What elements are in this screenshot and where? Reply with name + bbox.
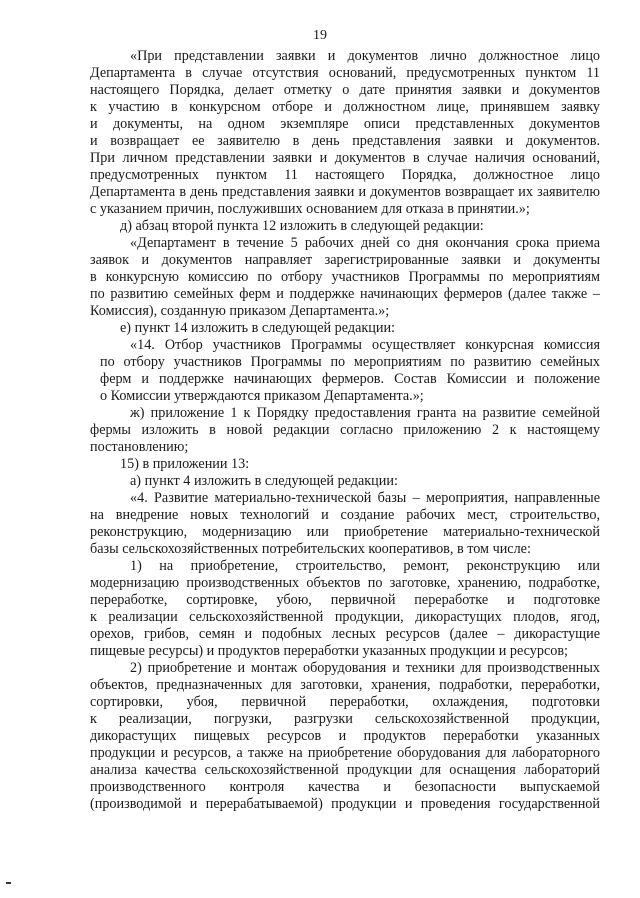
text-line: Департамента в случае отсутствия оснований, предусмотренных пунктом 11 (90, 65, 600, 81)
text-line: предусмотренных пунктом 11 настоящего Порядка, должностное лицо (90, 167, 600, 183)
text-line: к реализации сельскохозяйственной продукции, дикорастущих плодов, ягод, (90, 609, 600, 625)
text-line: орехов, грибов, семян и подобных лесных ресурсов (далее – дикорастущие (90, 626, 600, 642)
text-line: о Комиссии утверждаются приказом Департамента.»; (100, 388, 424, 404)
text-line: к участию в конкурсном отборе и должностном лице, принявшем заявку (90, 99, 600, 115)
text-line: модернизацию производственных объектов по заготовке, хранению, подработке, (90, 575, 600, 591)
text-line: по развитию семейных ферм и поддержке начинающих фермеров (далее также – (90, 286, 600, 302)
text-line: 1) на приобретение, строительство, ремонт, реконструкцию или (130, 558, 600, 574)
text-line: настоящего Порядка, делает отметку о дате принятия заявки и документов (90, 82, 600, 98)
text-line: фермы изложить в новой редакции согласно приложению 2 к настоящему (90, 422, 600, 438)
text-line: 15) в приложении 13: (120, 456, 250, 472)
text-line: «4. Развитие материально-технической базы – мероприятия, направленные (130, 490, 600, 506)
text-line: переработке, сортировке, убою, первичной переработке и подготовке (90, 592, 600, 608)
text-line: к реализации, погрузки, разгрузки сельскохозяйственной продукции, (90, 711, 600, 727)
text-line: и возвращает ее заявителю в день представления заявки и документов. (90, 133, 600, 149)
text-line: а) пункт 4 изложить в следующей редакции: (130, 473, 398, 489)
text-line: При личном представлении заявки и документов в случае наличия оснований, (90, 150, 600, 166)
text-line: реконструкцию, модернизацию или приобретение материально-технической (90, 524, 600, 540)
text-line: «14. Отбор участников Программы осуществляет конкурсная комиссия (130, 337, 600, 353)
text-line: постановлению; (90, 439, 189, 455)
text-line: е) пункт 14 изложить в следующей редакции: (120, 320, 395, 336)
text-line: (производимой и перерабатываемой) продукции и проведения государственной (90, 796, 600, 812)
text-line: с указанием причин, послуживших основанием для отказа в принятии.»; (90, 201, 530, 217)
text-line: производственного контроля качества и безопасности выпускаемой (90, 779, 600, 795)
text-line: и документы, на одном экземпляре описи представленных документов (90, 116, 600, 132)
text-line: заявок и документов направляет зарегистрированные заявки и документы (90, 252, 600, 268)
text-line: сортировки, убоя, первичной переработки, охлаждения, подготовки (90, 694, 600, 710)
text-line: на внедрение новых технологий и создание рабочих мест, строительство, (90, 507, 600, 523)
text-line: дикорастущих пищевых ресурсов и продуктов переработки указанных (90, 728, 600, 744)
text-line: д) абзац второй пункта 12 изложить в следующей редакции: (120, 218, 484, 234)
text-line: по отбору участников Программы по мероприятиям по развитию семейных (100, 354, 600, 370)
text-line: Комиссия), созданную приказом Департамента.»; (90, 303, 390, 319)
text-line: «При представлении заявки и документов лично должностное лицо (130, 48, 600, 64)
text-line: объектов, предназначенных для заготовки, хранения, подработки, переработки, (90, 677, 600, 693)
text-line: Департамента в день представления заявки и документов возвращает их заявителю (90, 184, 600, 200)
text-line: пищевые ресурсы) и продуктов переработки указанных продукции и ресурсов; (90, 643, 568, 659)
text-line: анализа качества сельскохозяйственной продукции для оснащения лабораторий (90, 762, 600, 778)
page-number: 19 (313, 28, 327, 43)
margin-mark (6, 882, 11, 884)
text-line: продукции и ресурсов, а также на приобретение оборудования для лабораторного (90, 745, 600, 761)
text-line: ферм и поддержке начинающих фермеров. Состав Комиссии и положение (100, 371, 600, 387)
text-line: 2) приобретение и монтаж оборудования и техники для производственных (130, 660, 600, 676)
text-line: базы сельскохозяйственных потребительских кооперативов, в том числе: (90, 541, 531, 557)
text-line: в конкурсную комиссию по отбору участников Программы по мероприятиям (90, 269, 600, 285)
text-line: «Департамент в течение 5 рабочих дней со дня окончания срока приема (130, 235, 600, 251)
text-line: ж) приложение 1 к Порядку предоставления гранта на развитие семейной (130, 405, 600, 421)
